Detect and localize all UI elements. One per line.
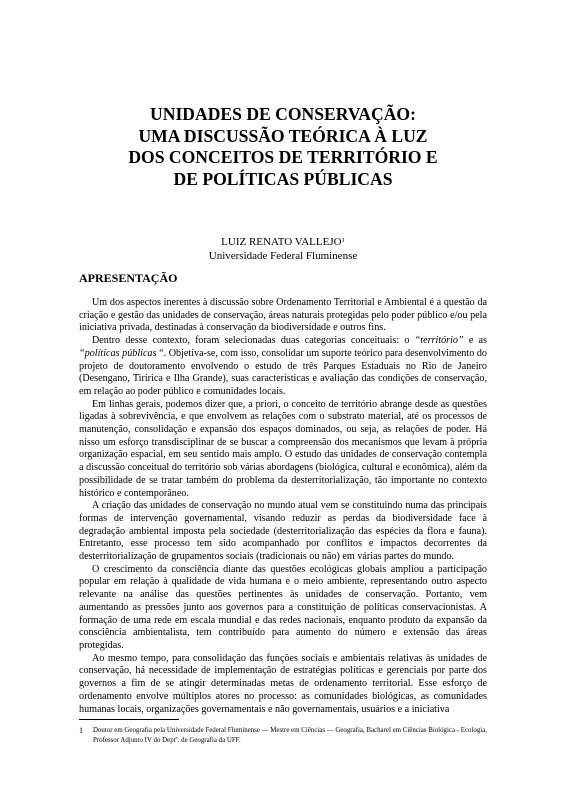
footnote [79,726,487,745]
paragraph-2-start: Dentro desse contexto, foram selecionadas duas categorias conceituais: o [92,335,415,347]
body-text [79,297,487,716]
paragraph-3: Em linhas gerais, podemos dizer que, a priori, o conceito de território abrange desde as questões ligadas à sobrevivência, e que envolvem as relações com o substrato material, até os processos de manutenção, consolidação e expansão dos espaços dominados, ou seja, as relações de poder. Há nisso um esforço transdisciplinar de se buscar a compreensão dos mecanismos que levam à própria organização espacial, em seu sentido mais amplo. O estudo das unidades de conservação contempla a discussão conceitual do território sob várias abordagens (biológica, cultural e econômica), além da possibilidade de se tratar também do problema da desterritorialização, tão importante no contexto histórico e contemporâneo. [79,398,487,499]
term-politicas-publicas: “políticas públicas [79,347,157,359]
footnote-number: 1 [79,726,83,735]
section-heading: APRESENTAÇÃO [79,271,178,285]
title-line: DE POLÍTICAS PÚBLICAS [173,168,393,189]
author-name: LUIZ RENATO VALLEJO [221,236,342,248]
paragraph-2 [79,335,487,399]
author-line [60,236,506,249]
paragraph-5: O crescimento da consciência diante das questões ecológicas globais ampliou a participação popular em relação à qualidade de vida humana e o meio ambiente, representando outro aspecto relevante na análise das questões pertinentes às unidades de conservação. Portanto, vem aumentando as pressões junto aos governos para a constituição de políticas conservacionistas. A formação de uma rede em escala mundial e das redes nacionais, enquanto produto da expansão da consciência ambientalista, tem contribuído para aumento do número e extensão das áreas protegidas. [79,563,487,651]
title-line: UMA DISCUSSÃO TEÓRICA À LUZ [138,125,428,146]
paper-title [60,104,506,190]
paragraph-2-mid: e as [463,335,487,347]
footnote-text: Doutor em Geografia pela Universidade Federal Fluminense — Mestre em Ciências — Geografia, Bacharel em Ciências Biológica - Ecologia, Professor Adjunto IV do Deptº. de Geografia da UFF. [93,727,487,744]
author-affiliation: Universidade Federal Fluminense [208,250,358,262]
author-footnote-mark: 1 [341,237,345,244]
paragraph-2-end: “. Objetiva-se, com isso, consolidar um suporte teórico para desenvolvimento do projeto de doutoramento envolvendo o estudo de três Parques Estaduais no Rio de Janeiro (Desengano, Tiririca e Ilha Grande), suas características e avaliação das condições de conservação, em relação ao poder público e comunidades locais. [79,347,487,397]
paragraph-4: A criação das unidades de conservação no mundo atual vem se constituindo numa das principais formas de intervenção governamental, visando reduzir as perdas da biodiversidade face à degradação ambiental imposta pela sociedade (desterritorialização das espécies da flora e fauna). Entretanto, esse processo tem sido acompanhado por conflitos e impactos decorrentes da desterritorialização de grupamentos sociais (tradicionais ou não) em várias partes do mundo. [79,500,487,563]
footnote-divider [79,719,179,720]
paragraph-6: Ao mesmo tempo, para consolidação das funções sociais e ambientais relativas às unidades de conservação, há necessidade de implementação de estratégias políticas e gerenciais por parte dos governos a fim de se atingir determinadas metas de ordenamento territorial. Esse esforço de ordenamento envolve múltiplos atores no processo: as comunidades biológicas, as comunidades humanas locais, organizações governamentais e não governamentais, usuários e a iniciativa [79,652,487,715]
term-territorio: “território” [414,335,464,347]
title-line: DOS CONCEITOS DE TERRITÓRIO E [128,147,438,167]
title-line: UNIDADES DE CONSERVAÇÃO: [150,104,416,124]
paragraph-1: Um dos aspectos inerentes à discussão sobre Ordenamento Territorial e Ambiental é a questão da criação e gestão das unidades de conservação, áreas naturais protegidas pelo poder público e/ou pela iniciativa privada, destinadas à conservação da biodiversidade e outros fins. [79,297,487,334]
